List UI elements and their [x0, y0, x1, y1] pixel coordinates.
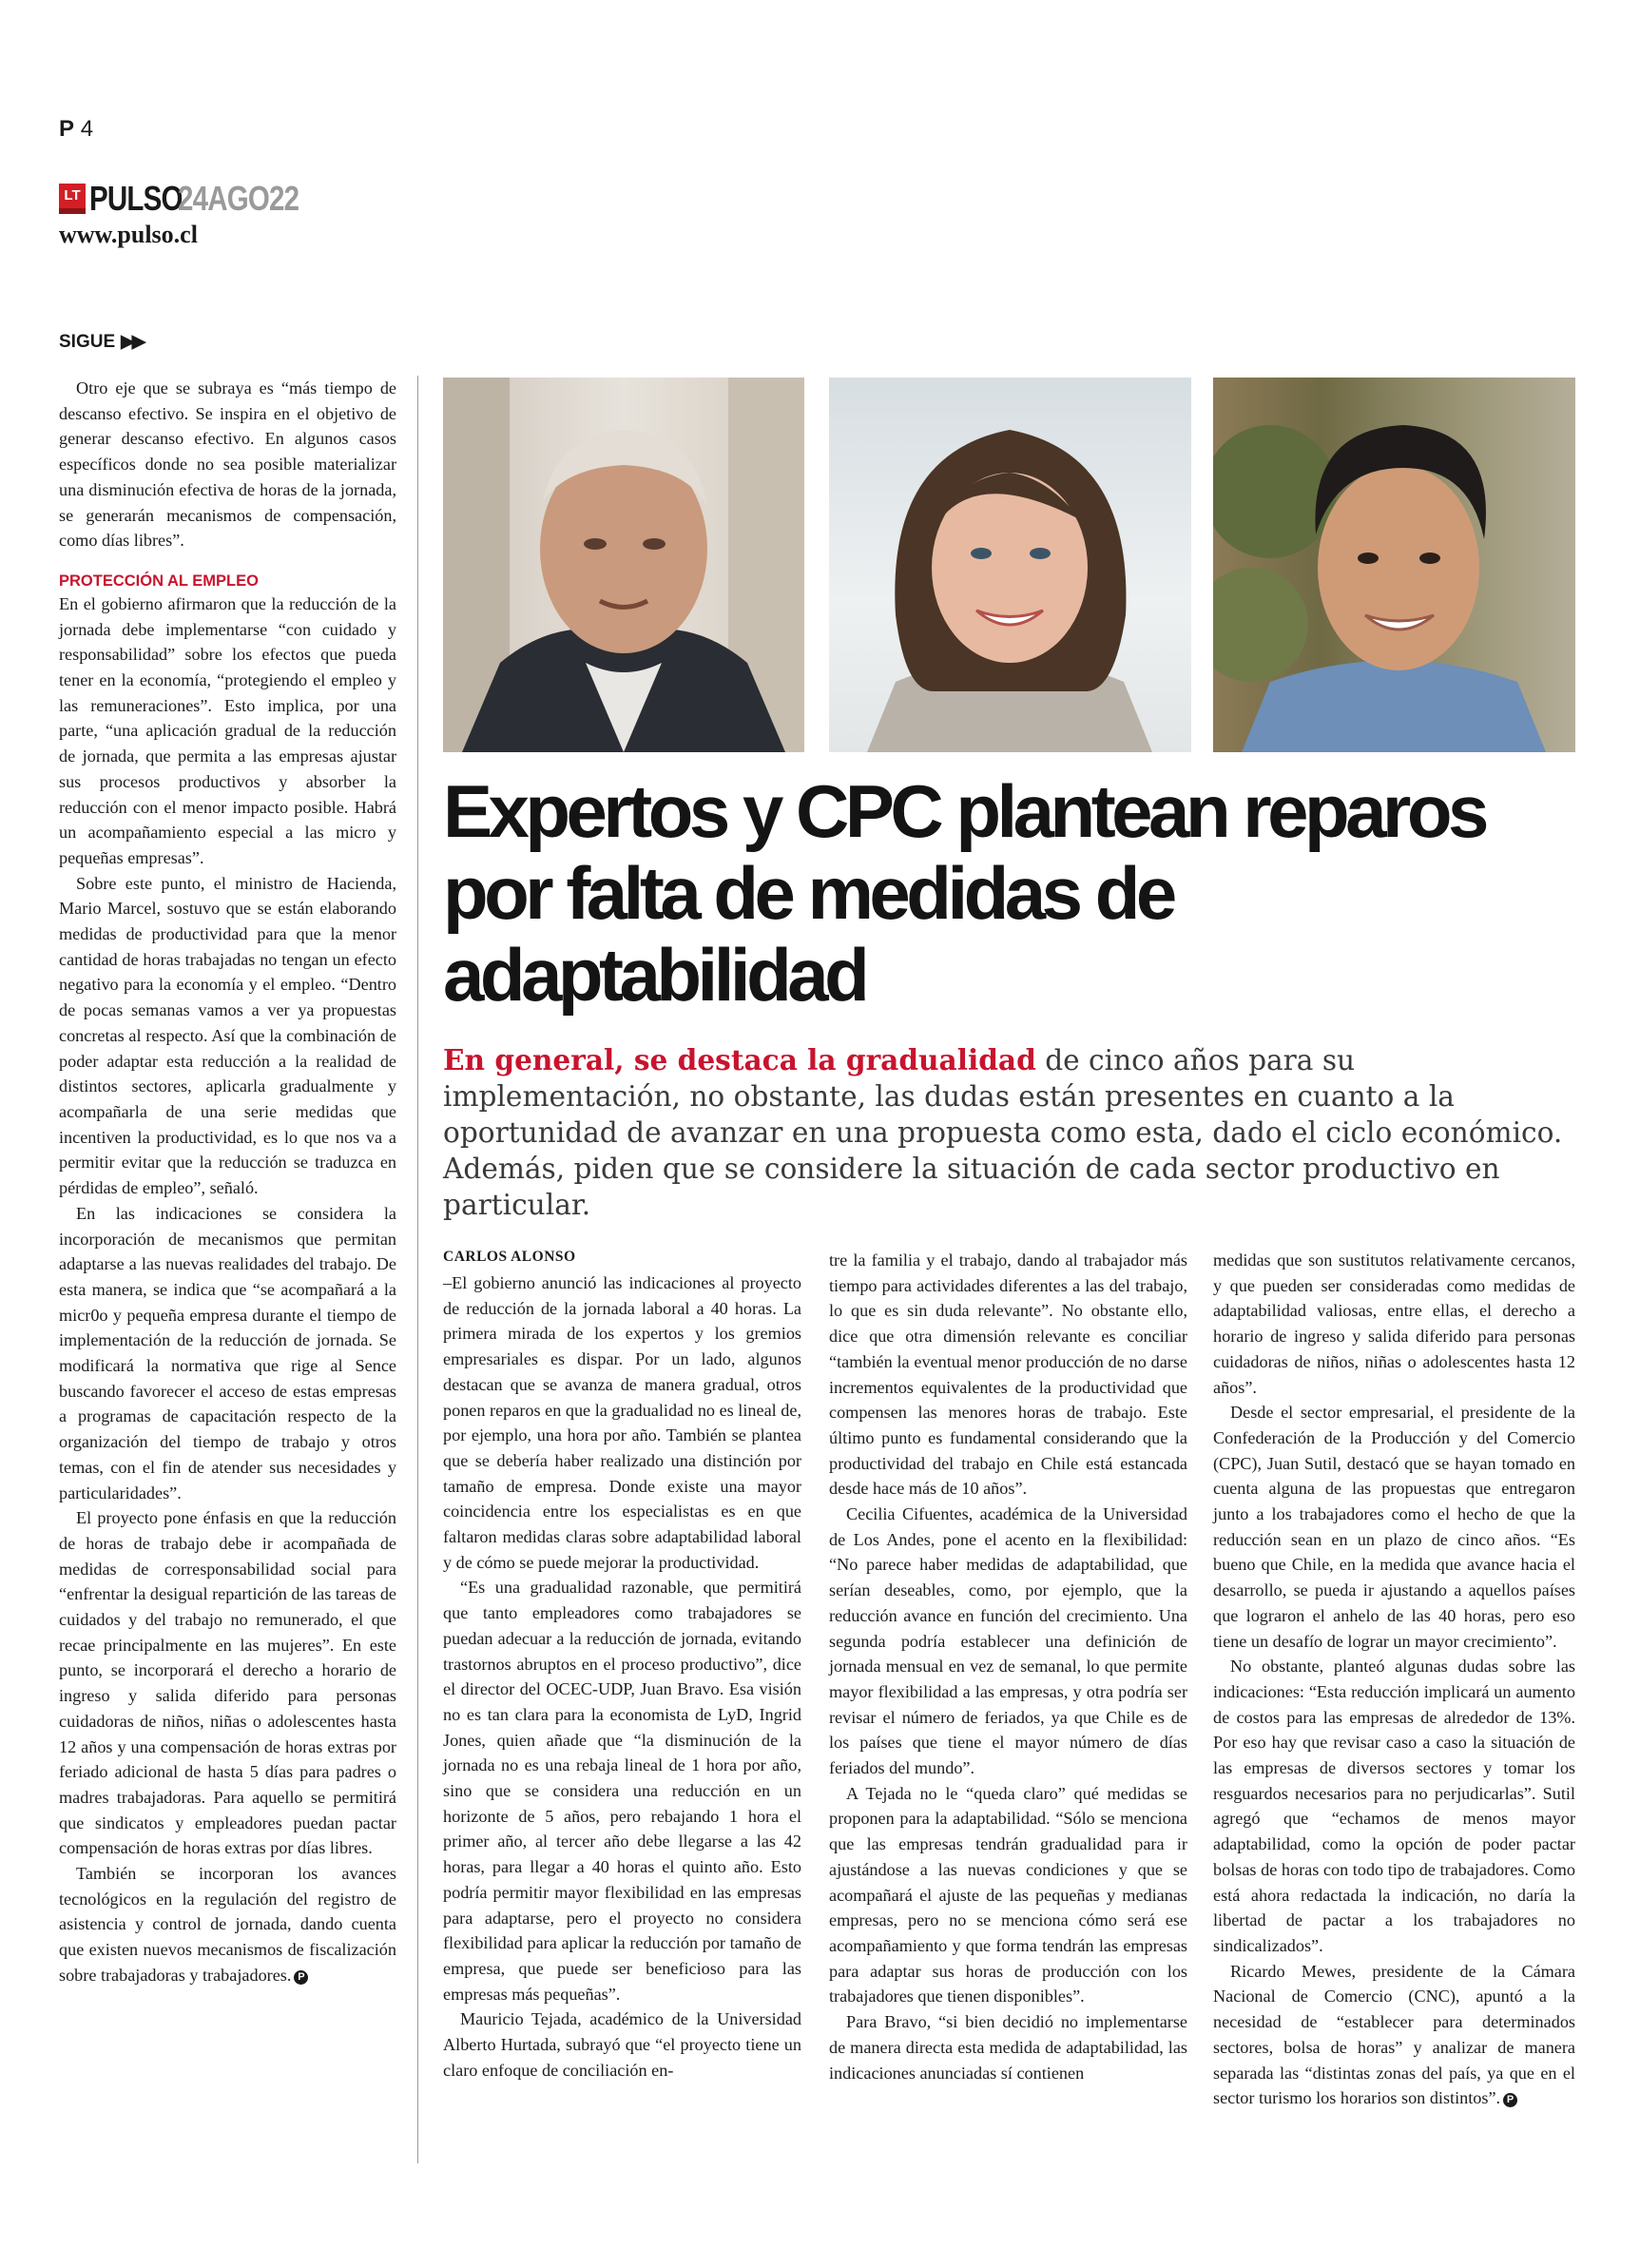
paragraph: Mauricio Tejada, académico de la Universidad Alberto Hurtada, subrayó que “el proyecto tiene un claro enfoque de conciliación en-: [443, 2009, 801, 2080]
column-divider: [417, 376, 418, 2163]
article-column-2: [829, 1248, 1187, 2085]
paragraph: tre la familia y el trabajo, dando al trabajador más tiempo para actividades diferentes a las del trabajo, lo que es sin duda relevante”. No obstante ello, dice que otra dimensión relevante es conciliar “también la eventual menor producción de no darse incrementos equivalentes de la productividad que compensen las menores horas de trabajo. Este último punto es fundamental considerando que la productividad del trabajo en Chile está estancada desde hace más de 10 años”.: [829, 1250, 1187, 1499]
paragraph: En el gobierno afirmaron que la reducción de la jornada debe implementarse “con cuidado y responsabilidad” sobre los efectos que pueda tener en la economía, “protegiendo el empleo y las remuneraciones”. Esto implica, por una parte, “una aplicación gradual de la reducción de jornada, que permita a las empresas ajustar sus procesos productivos y absorber la reducción con el menor impacto posible. Habrá un acompañamiento especial a las micro y pequeñas empresas”.: [59, 593, 396, 867]
paragraph: Ricardo Mewes, presidente de la Cámara Nacional de Comercio (CNC), apuntó a la necesidad de “establecer para determinados sectores, bolsa de horas” y analizar de manera separada las “distintas zonas del país, ya que en el sector turismo los horarios son distintos”. P: [1213, 1961, 1575, 2108]
la-tercera-logo: LT: [59, 184, 86, 214]
end-mark-icon: P: [294, 1970, 308, 1985]
paragraph: No obstante, planteó algunas dudas sobre las indicaciones: “Esta reducción implicará un aumento de costos para las empresas de alrededor de 13%. Por eso hay que revisar caso a caso la situación de las empresas de diversos sectores y tomar los resguardos necesarios para no perjudicarlas”. Sutil agregó que “echamos de menos mayor adaptabilidad, como la opción de poder pactar bolsas de horas con todo tipo de trabajadores. Como está ahora redactada la indicación, no daría la libertad de pactar a los trabajadores no sindicalizados”.: [1213, 1657, 1575, 1955]
portrait-photo-young-man: [1213, 378, 1575, 752]
portrait-illustration: [443, 378, 804, 752]
paragraph: “Es una gradualidad razonable, que permitirá que tanto empleadores como trabajadores se puedan adecuar a la reducción de jornada, evitando trastornos abruptos en el proceso productivo”, dice el director del OCEC-UDP, Juan Bravo. Esa visión no es tan clara para la economista de LyD, Ingrid Jones, quien añade que “la disminución de la jornada no es una rebaja lineal de 1 hora por año, sino que se considera una reducción en un horizonte de 5 años, pero rebajando 1 hora el primer año, al tercer año debe llegarse a las 42 horas, para llegar a 40 horas el quinto año. Esto podría permitir mayor flexibilidad en las empresas para adaptarse, pero el proyecto no considera flexibilidad para aplicar la reducción por tamaño de empresa, que puede ser beneficioso para las empresas más pequeñas”.: [443, 1578, 801, 2004]
paragraph: Sobre este punto, el ministro de Hacienda, Mario Marcel, sostuvo que se están elaborando medidas de productividad para que la menor cantidad de horas trabajadas no tengan un efecto negativo para la economía y el empleo. “Dentro de pocas semanas vamos a ver ya propuestas concretas al respecto. Así que la combinación de poder adaptar esta reducción a la realidad de distintos sectores, aplicarla gradualmente y acompañarla de una serie medidas que incentiven la productividad, es lo que nos va a permitir evitar que la reducción se traduzca en pérdidas de empleo”, señaló.: [59, 873, 396, 1198]
paragraph: El proyecto pone énfasis en que la reducción de horas de trabajo debe ir acompañada de medidas de corresponsabilidad social para “enfrentar la desigual repartición de las tareas de cuidados y del trabajo no remunerado, el que recae principalmente en las mujeres”. En este punto, se incorporará el derecho a horario de ingreso y salida diferido para personas cuidadoras de niños, niñas o adolescentes hasta 12 años y una compensación de horas extras por feriado adicional de hasta 5 días para padres o madres trabajadoras. Para aquello se permitirá que sindicatos y empleadores puedan pactar compensación de horas extras por días libres.: [59, 1508, 396, 1858]
headline: Expertos y CPC plantean reparos por falta de medidas de adaptabilidad: [443, 769, 1485, 1017]
page-number: P 4: [59, 116, 94, 142]
article-column-3: [1213, 1248, 1575, 2111]
site-url[interactable]: www.pulso.cl: [59, 221, 198, 248]
brand-name: PULSO: [89, 179, 183, 218]
portrait-illustration: [1213, 378, 1575, 752]
paragraph: Para Bravo, “si bien decidió no implementarse de manera directa esta medida de adaptabilidad, las indicaciones anunciadas sí contienen: [829, 2012, 1187, 2083]
deck-lead: En general, se destaca la gradualidad: [443, 1043, 1036, 1076]
paragraph: A Tejada no le “queda claro” qué medidas se proponen para la adaptabilidad. “Sólo se menciona que las empresas tendrán gradualidad para ir ajustándose a las nuevas condiciones y que se acompañará el ajuste de las pequeñas y medianas empresas, pero no se menciona cómo será ese acompañamiento y que forma tendrán las empresas para adaptar sus horas de producción con los trabajadores que tienen disponibles”.: [829, 1783, 1187, 2006]
paragraph: En las indicaciones se considera la incorporación de mecanismos que permitan adaptarse a las nuevas realidades del trabajo. De esta manera, se indica que “se acompañará a la micr0o y pequeña empresa durante el tiempo de implementación de la reducción de jornada. Se modificará la normativa que rige al Sence buscando favorecer el acceso de estas empresas a programas de capacitación respecto de la organización del tiempo de trabajo y otros temas, con el fin de atender sus necesidades y particularidades”.: [59, 1203, 396, 1502]
paragraph: medidas que son sustitutos relativamente cercanos, y que pueden ser consideradas como medidas de adaptabilidad valiosas, entre ellas, el derecho a horario de ingreso y salida diferido para personas cuidadoras de niños, niñas o adolescentes hasta 12 años”.: [1213, 1250, 1575, 1397]
paragraph: –El gobierno anunció las indicaciones al proyecto de reducción de la jornada laboral a 40 horas. La primera mirada de los expertos y los gremios empresariales es dispar. Por un lado, algunos destacan que se avanza de manera gradual, otros ponen reparos en que la gradualidad no es lineal de, por ejemplo, una hora por año. También se plantea que se debería haber realizado una distinción por tamaño de empresa. Donde existe una mayor coincidencia entre los especialistas es en que faltaron medidas claras sobre adaptabilidad laboral y de cómo se puede mejorar la productividad.: [443, 1273, 801, 1572]
double-arrow-icon: ▶▶: [121, 332, 144, 352]
section-subhead: PROTECCIÓN AL EMPLEO: [59, 572, 259, 590]
paragraph: Cecilia Cifuentes, académica de la Universidad de Los Andes, pone el acento en la flexibilidad: “No parece haber medidas de adaptabilidad, que serían deseables, como, por ejemplo, que la reducción avance en función del crecimiento. Una segunda podría establecer una definición de jornada mensual en vez de semanal, lo que permite mayor flexibilidad a las empresas, y otra podría ser revisar el número de feriados, ya que Chile es de los países que tiene el mayor número de días feriados del mundo”.: [829, 1504, 1187, 1778]
continuation-column: [59, 376, 396, 1988]
continues-marker: SIGUE ▶▶: [59, 332, 144, 352]
paragraph: Desde el sector empresarial, el presidente de la Confederación de la Producción y del Comercio (CPC), Juan Sutil, destacó que se hayan tomado en cuenta alguna de las propuestas que entregaron junto a los trabajadores como el hecho de que la reducción sean en un plazo de cinco años. “Es bueno que Chile, en la medida que avance hacia el desarrollo, se pueda ir ajustando a aquellos países que lograron el anhelo de las 40 horas, pero eso tiene un desafío de lograr un mayor crecimiento”.: [1213, 1403, 1575, 1651]
portrait-photo-older-man: [443, 378, 804, 752]
paragraph: También se incorporan los avances tecnológicos en la regulación del registro de asistencia y control de jornada, dando cuenta que existen nuevos mecanismos de fiscalización sobre trabajadoras y trabajadores. P: [59, 1864, 396, 1985]
portrait-illustration: [829, 378, 1191, 752]
portrait-photo-woman: [829, 378, 1191, 752]
issue-date: 24AGO22: [178, 179, 299, 218]
byline: CARLOS ALONSO: [443, 1249, 576, 1265]
article-column-1: [443, 1248, 801, 2084]
deck-text: de cinco años para su implementación, no obstante, las dudas están presentes en cuanto a la oportunidad de avanzar en una propuesta como esta, dado el ciclo económico. Además, piden que se considere la situación de cada sector productivo en particular.: [443, 1044, 1563, 1221]
end-mark-icon: P: [1503, 2093, 1517, 2107]
deck-subheadline: [443, 1042, 1579, 1223]
paragraph: Otro eje que se subraya es “más tiempo de descanso efectivo. Se inspira en el objetivo de generar descanso efectivo. En algunos casos específicos donde no sea posible materializar una disminución efectiva de horas de la jornada, se generarán mecanismos de compensación, como días libres”.: [59, 378, 396, 551]
masthead: [59, 179, 325, 219]
